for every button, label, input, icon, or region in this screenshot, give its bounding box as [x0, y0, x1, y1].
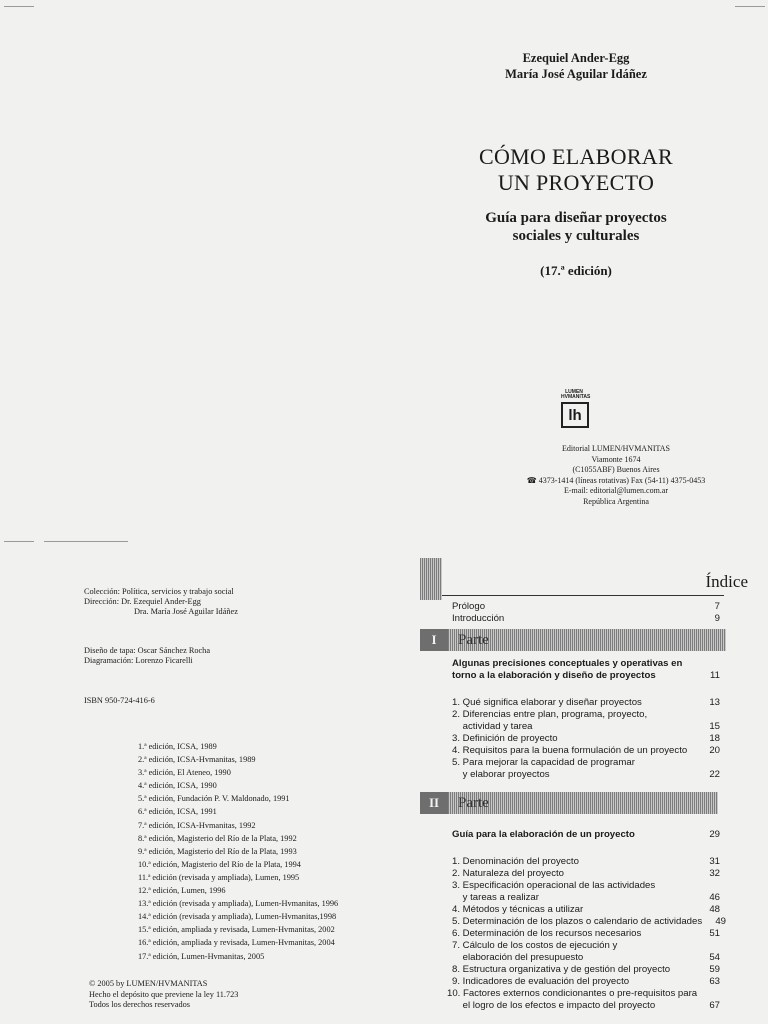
- publisher-phone: ☎ 4373-1414 (líneas rotativas) Fax (54-11) 4375-0453: [526, 475, 706, 485]
- toc-page: 9: [714, 613, 720, 624]
- book-title: [384, 144, 768, 196]
- rights-line: Todos los derechos reservados: [89, 1000, 191, 1009]
- edition-item: 8.ª edición, Magisterio del Río de la Plata, 1992: [138, 833, 297, 843]
- direction-line: Dirección: Dr. Ezequiel Ander-Egg: [84, 597, 201, 606]
- logo-text-2: HVMANITAS: [561, 394, 591, 400]
- isbn: ISBN 950-724-416-6: [84, 696, 155, 705]
- part-1-tab: [420, 629, 726, 651]
- toc-page: 29: [709, 829, 720, 840]
- book-subtitle: [384, 209, 768, 245]
- toc-row-introduccion: [452, 613, 720, 624]
- direction-line-2: Dra. María José Aguilar Idáñez: [134, 607, 238, 616]
- edition-item: 10.ª edición, Magisterio del Río de la Plata, 1994: [138, 859, 301, 869]
- toc-row: actividad y tarea 15: [452, 721, 720, 732]
- legal-deposit-line: Hecho el depósito que previene la ley 11.723: [89, 989, 239, 999]
- collection-line: Colección: Política, servicios y trabajo social: [84, 587, 234, 596]
- edition-item: 14.ª edición (revisada y ampliada), Lumen-Hvmanitas,1998: [138, 912, 337, 922]
- part-2-tab: [420, 792, 718, 814]
- toc-row: 10. Factores externos condicionantes o pre-requisitos para: [447, 988, 698, 999]
- toc-row: 9. Indicadores de evaluación del proyecto 63: [452, 976, 720, 987]
- edition-item: 11.ª edición (revisada y ampliada), Lumen, 1995: [138, 872, 300, 882]
- part-1-label: Parte: [448, 629, 726, 651]
- toc-row: y tareas a realizar 46: [452, 892, 720, 903]
- toc-row: 8. Estructura organizativa y de gestión del proyecto 59: [452, 964, 720, 975]
- part-2-heading: Guía para la elaboración de un proyecto 29: [452, 829, 720, 840]
- part-2-label: Parte: [448, 792, 718, 814]
- title-line-2: UN PROYECTO: [497, 170, 655, 195]
- edition-item: 3.ª edición, El Ateneo, 1990: [138, 768, 231, 778]
- toc-page: 11: [710, 670, 720, 681]
- publisher-city: (C1055ABF) Buenos Aires: [572, 465, 660, 474]
- cut-mark: [44, 541, 128, 542]
- part-1-heading-line-1: Algunas precisiones conceptuales y operativas en: [452, 658, 683, 669]
- toc-row: 3. Definición de proyecto 18: [452, 733, 720, 744]
- toc-row: 2. Diferencias entre plan, programa, proyecto,: [452, 709, 648, 720]
- part-2-number: II: [420, 792, 448, 814]
- toc-label: Introducción: [452, 613, 505, 624]
- logo-text-1: LUMEN: [565, 389, 583, 395]
- edition-item: 15.ª edición, ampliada y revisada, Lumen-Hvmanitas, 2002: [138, 925, 335, 935]
- credits-block: [84, 587, 238, 706]
- toc-title-rule: [442, 595, 724, 596]
- toc-row: 6. Determinación de los recursos necesarios 51: [452, 928, 720, 939]
- copyright-line: © 2005 by LUMEN/HVMANITAS: [89, 979, 208, 988]
- edition-item: 7.ª edición, ICSA-Hvmanitas, 1992: [138, 820, 256, 830]
- subtitle-line-2: sociales y culturales: [512, 228, 640, 244]
- toc-row: 2. Naturaleza del proyecto 32: [452, 868, 720, 879]
- toc-row: 1. Denominación del proyecto 31: [452, 856, 720, 867]
- edition-item: 16.ª edición, ampliada y revisada, Lumen-Hvmanitas, 2004: [138, 938, 335, 948]
- publisher-logo: [561, 389, 591, 428]
- copyright-block: [89, 979, 238, 1011]
- toc-row: elaboración del presupuesto 54: [452, 952, 720, 963]
- publisher-name: Editorial LUMEN/HVMANITAS: [561, 444, 670, 453]
- subtitle-line-1: Guía para diseñar proyectos: [485, 210, 667, 226]
- toc-corner-bar: [420, 558, 442, 600]
- title-line-1: CÓMO ELABORAR: [479, 144, 673, 169]
- edition-history: [138, 740, 338, 963]
- toc-row: y elaborar proyectos 22: [452, 769, 720, 780]
- cut-mark: [4, 6, 34, 7]
- toc-row: 5. Determinación de los plazos o calendario de actividades 49: [452, 916, 726, 927]
- toc-row: 4. Requisitos para la buena formulación de un proyecto 20: [452, 745, 720, 756]
- edition-item: 17.ª edición, Lumen-Hvmanitas, 2005: [138, 951, 265, 961]
- edition-item: 9.ª edición, Magisterio del Río de la Plata, 1993: [138, 846, 297, 856]
- toc-row-prologo: [452, 601, 720, 612]
- toc-title: Índice: [705, 572, 748, 591]
- publisher-email: E-mail: editorial@lumen.com.ar: [564, 486, 668, 495]
- publisher-street: Viamonte 1674: [591, 454, 641, 464]
- layout-line: Diagramación: Lorenzo Ficarelli: [84, 656, 193, 665]
- publisher-country: República Argentina: [583, 496, 649, 506]
- edition-item: 12.ª edición, Lumen, 1996: [138, 886, 226, 896]
- edition-label: (17.ª edición): [540, 263, 612, 278]
- title-page: [384, 0, 768, 512]
- toc-row: 1. Qué significa elaborar y diseñar proyectos 13: [452, 697, 720, 708]
- logo-mark: lh: [561, 402, 589, 428]
- part-1-heading-line-2: torno a la elaboración y diseño de proyectos 11: [452, 670, 720, 681]
- part-1-number: I: [420, 629, 448, 651]
- edition-item: 5.ª edición, Fundación P. V. Maldonado, 1991: [138, 794, 290, 804]
- edition-item: 13.ª edición (revisada y ampliada), Lumen-Hvmanitas, 1996: [138, 899, 339, 909]
- author-2: María José Aguilar Idáñez: [505, 67, 647, 81]
- toc-row: 7. Cálculo de los costos de ejecución y: [452, 940, 618, 951]
- toc-label: Prólogo: [452, 601, 486, 612]
- authors: [384, 50, 768, 82]
- edition-item: 1.ª edición, ICSA, 1989: [138, 742, 217, 751]
- toc-row: el logro de los efectos e impacto del proyecto 67: [452, 1000, 720, 1011]
- toc-row: 5. Para mejorar la capacidad de programar: [452, 757, 635, 768]
- edition-item: 6.ª edición, ICSA, 1991: [138, 807, 217, 817]
- toc-row: 4. Métodos y técnicas a utilizar 48: [452, 904, 720, 915]
- author-1: Ezequiel Ander-Egg: [522, 51, 630, 65]
- cut-mark: [4, 541, 34, 542]
- edition-item: 2.ª edición, ICSA-Hvmanitas, 1989: [138, 755, 256, 765]
- toc-page: 7: [714, 601, 720, 612]
- toc-row: 3. Especificación operacional de las actividades: [452, 880, 656, 891]
- edition-item: 4.ª edición, ICSA, 1990: [138, 781, 217, 791]
- cover-design-line: Diseño de tapa: Oscar Sánchez Rocha: [84, 646, 211, 655]
- publisher-info: [424, 444, 768, 507]
